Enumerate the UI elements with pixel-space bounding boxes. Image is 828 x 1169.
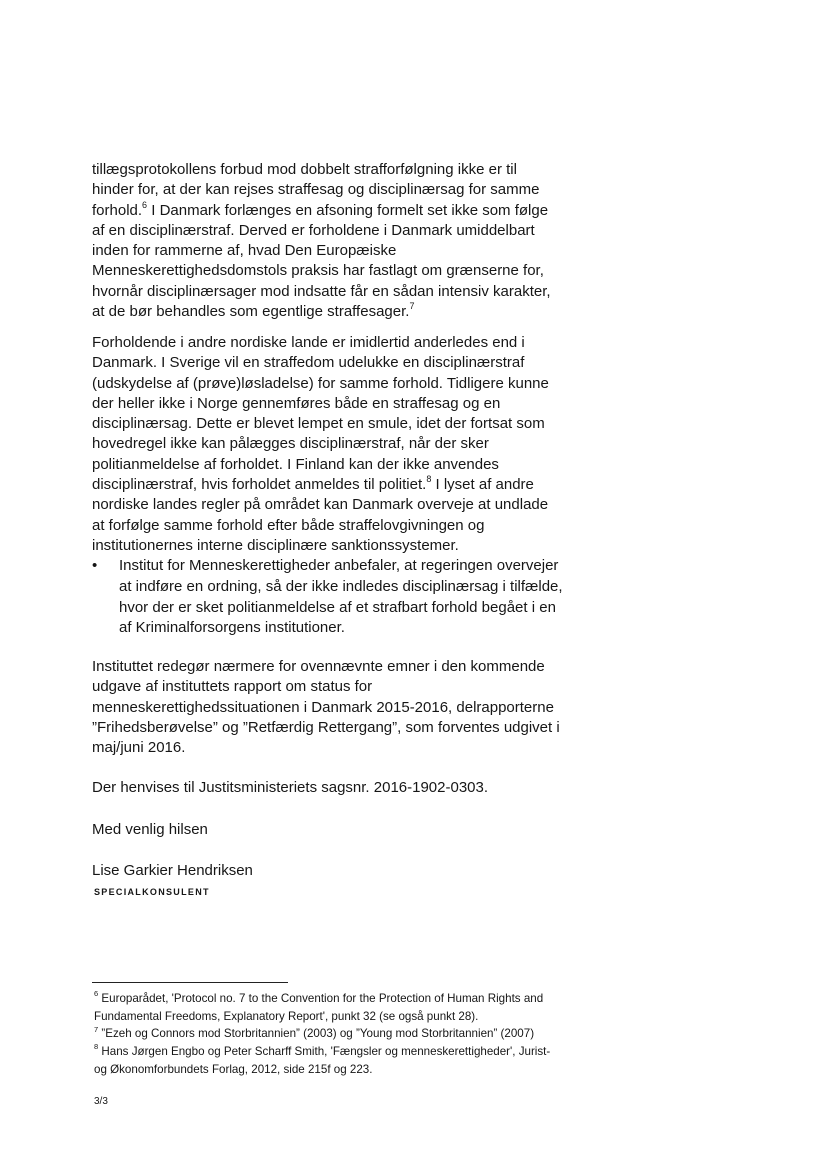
- footnote-number: 7: [94, 1024, 99, 1034]
- signature-title: SPECIALKONSULENT: [94, 887, 210, 897]
- footnote-number: 8: [94, 1042, 99, 1052]
- footnote-8: [94, 1043, 564, 1078]
- footnote-number: 6: [94, 989, 99, 999]
- footnote-divider: [92, 982, 288, 983]
- page-number: 3/3: [94, 1096, 108, 1107]
- paragraph-text: I lyset af andre nordiske landes regler på området kan Danmark overveje at undlade at forfølge samme forhold efter både straffelovgivningen og institutionernes interne disciplinære sanktionssystemer.: [92, 476, 549, 554]
- footnote-text: Europarådet, 'Protocol no. 7 to the Convention for the Protection of Human Rights and Fundamental Freedoms, Explanatory Report', punkt 32 (se også punkt 28).: [94, 992, 544, 1023]
- footnote-text: ”Ezeh og Connors mod Storbritannien” (2003) og ”Young mod Storbritannien” (2007): [101, 1027, 535, 1041]
- case-reference: Der henvises til Justitsministeriets sagsnr. 2016-1902-0303.: [92, 779, 489, 796]
- footnotes: [94, 990, 564, 1079]
- paragraph-text: Forholdende i andre nordiske lande er imidlertid anderledes end i Danmark. I Sverige vil en straffedom udelukke en disciplinærstraf (udskydelse af (prøve)løsladelse) for samme forhold. Tidligere kunne der heller ikke i Norge gennemføres både en straffesag og en disciplinærsag. Dette er blevet lempet en smule, idet der fortsat som hovedregel ikke kan pålægges disciplinærstraf, når der sker politianmeldelse af forholdet. I Finland kan der ikke anvendes disciplinærstraf, hvis forholdet anmeldes til politiet.: [92, 334, 549, 494]
- footnote-7: [94, 1025, 564, 1043]
- footnote-ref-8[interactable]: 8: [426, 474, 432, 485]
- body-paragraph-3: Instituttet redegør nærmere for ovennævnte emner i den kommende udgave af instituttets rapport om status for menneskerettighedssituationen i Danmark 2015-2016, delrapporterne ”Frihedsberøvelse” og ”Retfærdig Rettergang”, som forventes udgivet i maj/juni 2016.: [92, 658, 560, 757]
- signature-name: Lise Garkier Hendriksen: [92, 862, 253, 879]
- footnote-text: Hans Jørgen Engbo og Peter Scharff Smith, 'Fængsler og menneskerettigheder', Jurist- og Økonomforbundets Forlag, 2012, side 215f og 223.: [94, 1045, 551, 1076]
- footnote-ref-6[interactable]: 6: [142, 199, 148, 210]
- footnote-ref-7[interactable]: 7: [409, 301, 415, 312]
- footnote-6: [94, 990, 564, 1025]
- body-paragraph-1: [92, 160, 562, 322]
- bullet-point: •: [92, 557, 98, 574]
- paragraph-text: tillægsprotokollens forbud mod dobbelt strafforfølgning ikke er til hinder for, at der kan rejses straffesag og disciplinærsag for samme forhold.: [92, 161, 540, 219]
- paragraph-text: I Danmark forlænges en afsoning formelt set ikke som følge af en disciplinærstraf. Derved er forholdene i Danmark umiddelbart inden for rammerne af, hvad Den Europæiske Menneskerettighedsdomstols praksis har fastlagt om grænserne for, hvornår disciplinærsager mod indsatte får en sådan intensiv karakter, at de bør behandles som egentlige straffesager.: [92, 201, 551, 321]
- recommendation-bullet: [92, 556, 566, 639]
- body-paragraph-2: [92, 333, 562, 556]
- closing-greeting: Med venlig hilsen: [92, 821, 208, 838]
- recommendation-text: Institut for Menneskerettigheder anbefaler, at regeringen overvejer at indføre en ordning, så der ikke indledes disciplinærsag i tilfælde, hvor der er sket politianmeldelse af et strafbart forhold begået i en af Kriminalforsorgens institutioner.: [119, 557, 563, 637]
